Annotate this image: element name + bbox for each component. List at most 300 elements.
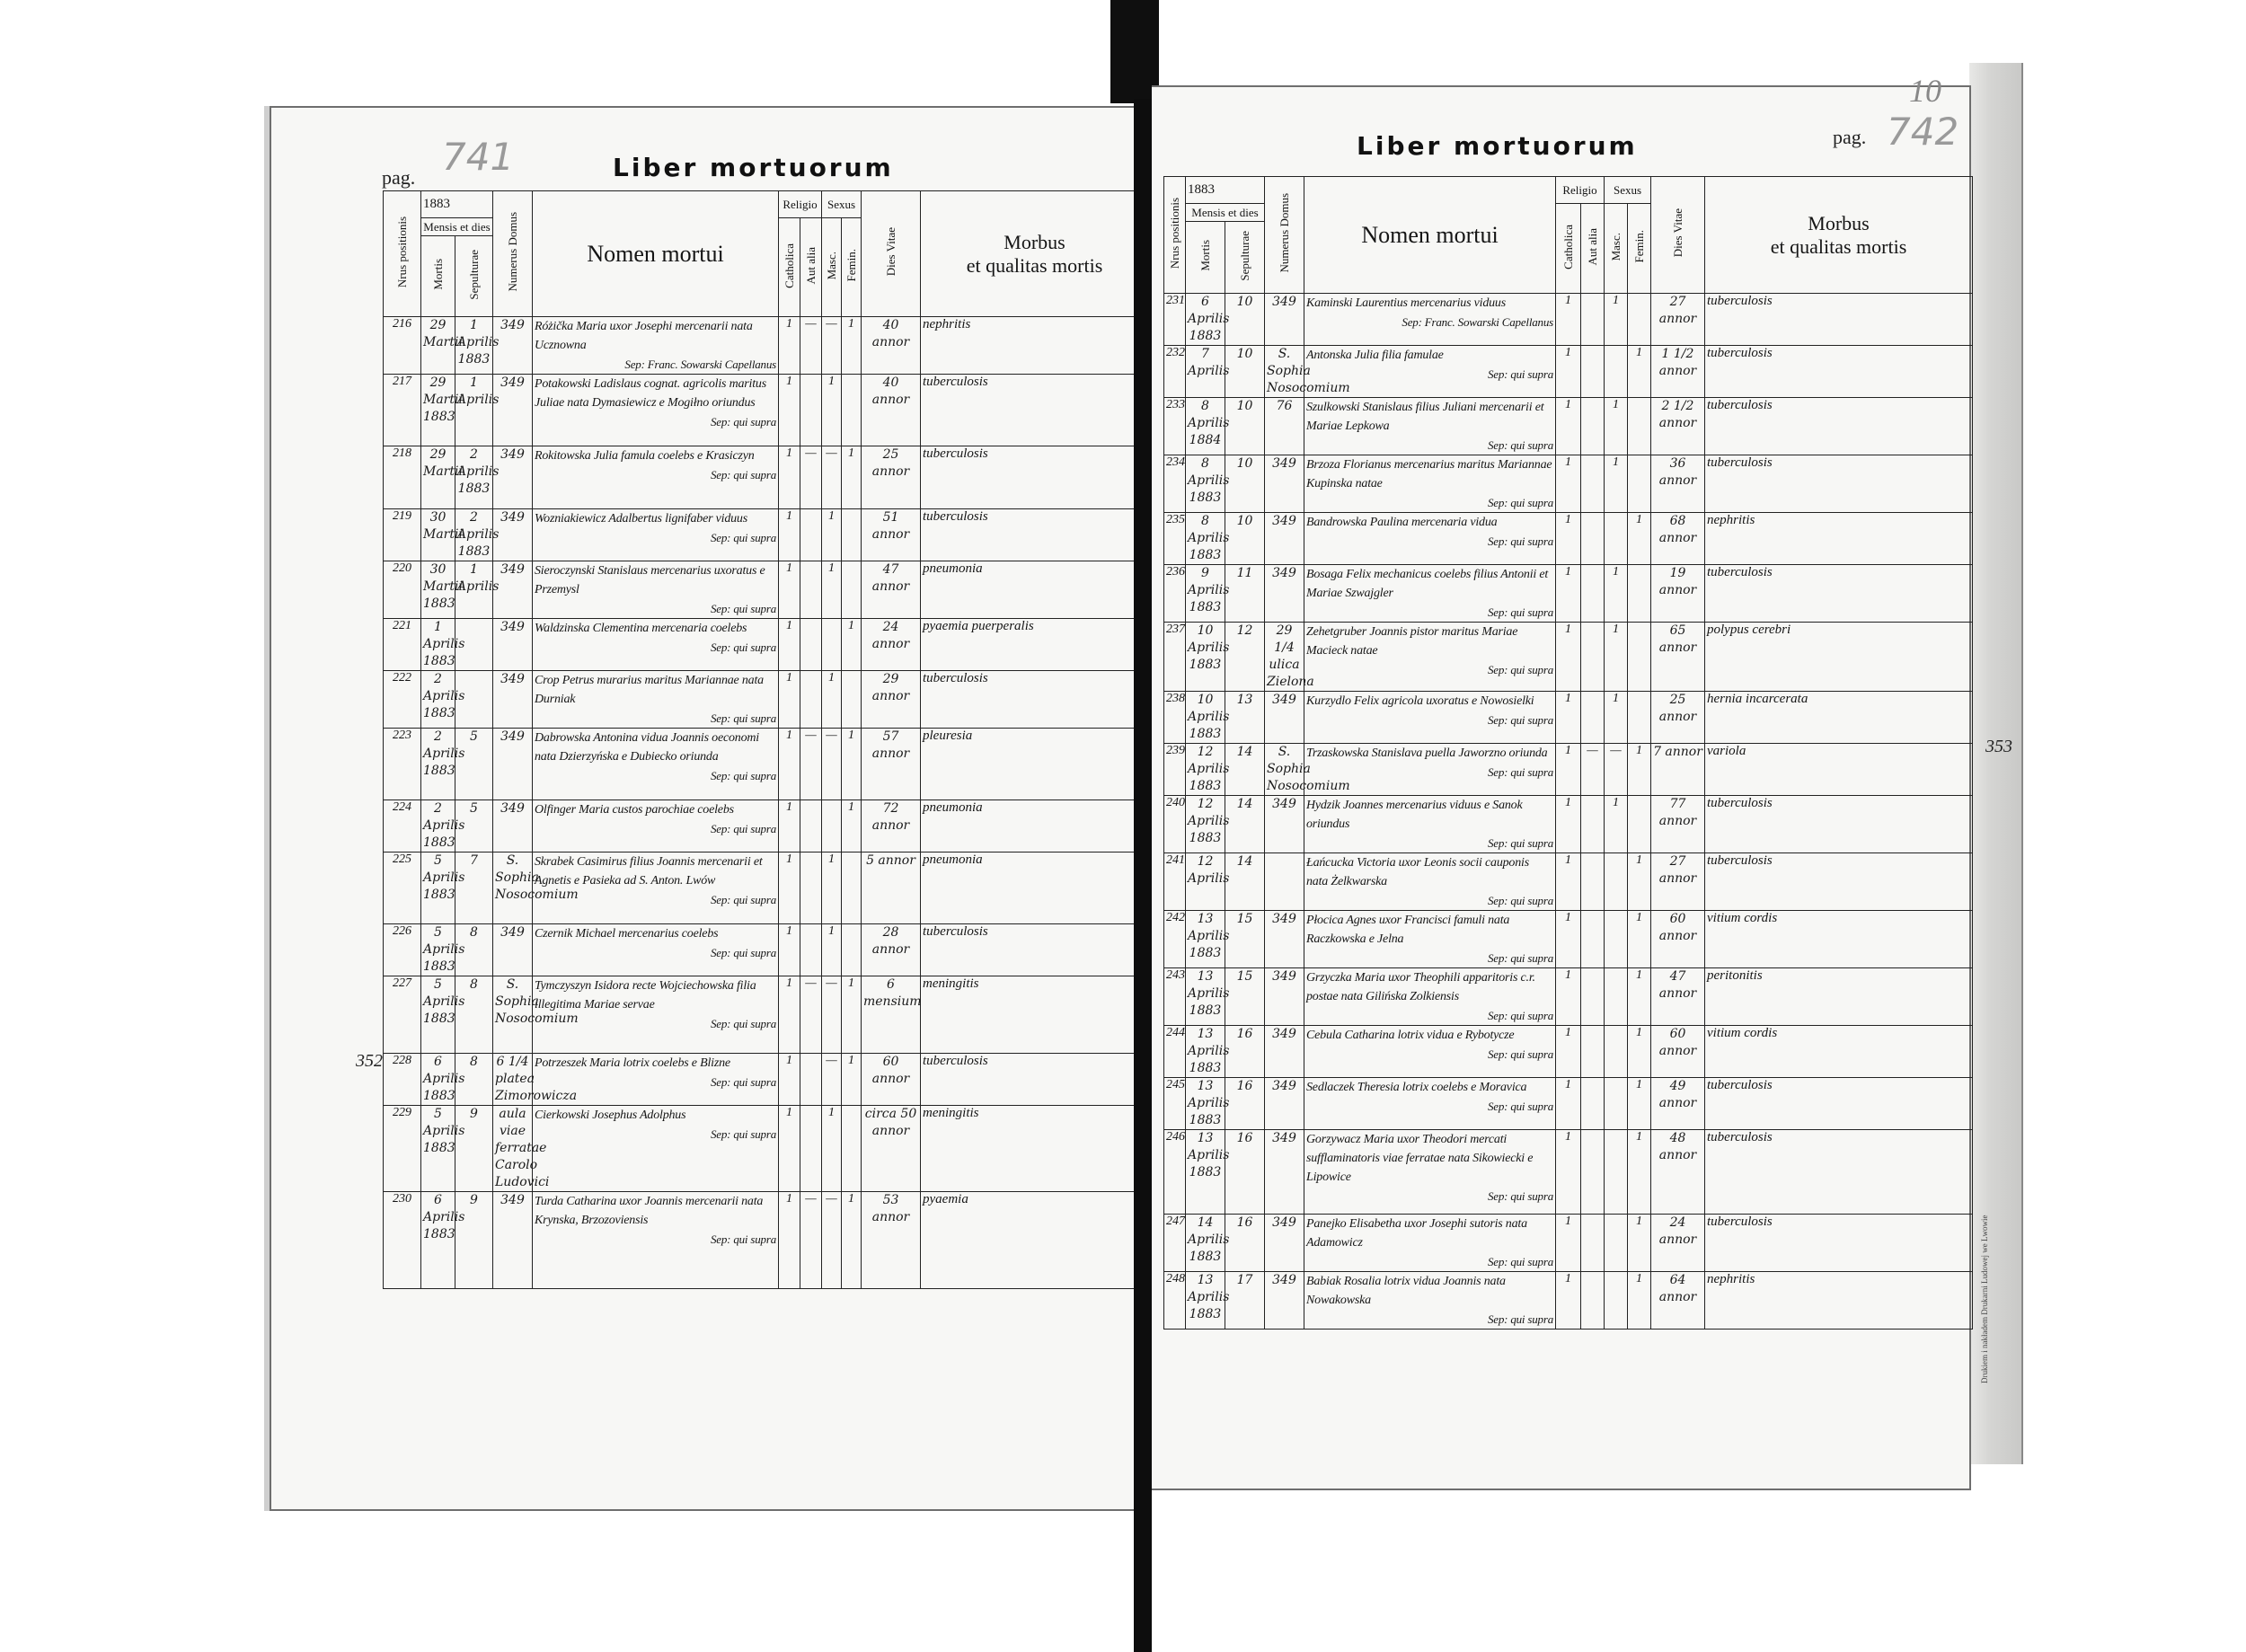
house-number bbox=[493, 853, 579, 924]
house-number bbox=[1265, 1026, 1304, 1078]
header-mensis: Mensis et dies bbox=[421, 218, 493, 236]
religion-other bbox=[1581, 911, 1605, 968]
date-of-death-text: 2 Aprilis 1883 bbox=[423, 801, 465, 850]
burial-officiant: Sep: qui supra bbox=[1487, 1312, 1553, 1326]
cause-of-death bbox=[1705, 853, 1973, 911]
religion-other bbox=[800, 1054, 822, 1106]
cause-of-death bbox=[921, 446, 1149, 509]
age-text: 57 annor bbox=[871, 729, 910, 761]
deceased-name bbox=[533, 509, 779, 561]
sex-female bbox=[1628, 911, 1651, 968]
deceased-name-text: Gorzywacz Maria uxor Theodori mercati sufflaminatoris viae ferratae nata Sikowiecki e Lipowice bbox=[1306, 1133, 1534, 1184]
table-row bbox=[1164, 623, 1973, 692]
burial-officiant: Sep: qui supra bbox=[710, 822, 776, 835]
burial-officiant: Sep: qui supra bbox=[1487, 951, 1553, 965]
religion-catholic-text: 1 bbox=[786, 924, 792, 938]
table-row bbox=[384, 317, 1149, 375]
date-of-death-text: 30 Martii 1883 bbox=[423, 562, 463, 611]
cause-of-death-text: tuberculosis bbox=[923, 375, 988, 389]
house-number-text: S. Sophia Nosocomium bbox=[495, 977, 579, 1026]
deceased-name-text: Crop Petrus murarius maritus Mariannae nata Durniak bbox=[535, 674, 764, 706]
religion-catholic bbox=[1556, 692, 1581, 744]
sex-male bbox=[1605, 692, 1628, 744]
table-row bbox=[1164, 1026, 1973, 1078]
entry-number-text: 225 bbox=[393, 853, 411, 866]
burial-officiant: Sep: qui supra bbox=[710, 531, 776, 544]
entry-number bbox=[384, 729, 421, 800]
cause-of-death bbox=[1705, 692, 1973, 744]
sex-male-text: 1 bbox=[828, 509, 835, 523]
religion-catholic bbox=[779, 317, 800, 375]
age-text: 24 annor bbox=[871, 620, 910, 651]
sex-male-text: 1 bbox=[1613, 398, 1619, 411]
table-row bbox=[1164, 744, 1973, 796]
religion-catholic bbox=[1556, 1130, 1581, 1215]
entry-number bbox=[384, 853, 421, 924]
date-of-burial-text: 17 bbox=[1236, 1273, 1253, 1287]
house-number-text: 349 bbox=[500, 318, 525, 332]
sex-male-text: 1 bbox=[828, 375, 835, 388]
sex-male bbox=[822, 317, 842, 375]
date-of-death-text: 29 Martii 1883 bbox=[423, 375, 463, 424]
sex-female bbox=[842, 317, 862, 375]
deceased-name bbox=[1304, 1078, 1556, 1130]
header-mortis: Mortis bbox=[421, 236, 455, 317]
header-nrus-right: Nrus positionis bbox=[1164, 177, 1186, 294]
entry-number bbox=[1164, 911, 1186, 968]
age-text: 77 annor bbox=[1658, 797, 1697, 828]
sex-male bbox=[822, 853, 842, 924]
burial-officiant: Sep: qui supra bbox=[710, 640, 776, 654]
date-of-burial bbox=[455, 375, 500, 446]
header-religio: Religio bbox=[779, 191, 822, 218]
date-of-burial bbox=[455, 729, 493, 800]
date-of-burial bbox=[1225, 1215, 1265, 1272]
burial-officiant: Sep: qui supra bbox=[1487, 1189, 1553, 1203]
house-number bbox=[493, 800, 533, 853]
date-of-death-text: 13 Aprilis 1883 bbox=[1188, 1027, 1230, 1075]
religion-catholic bbox=[1556, 911, 1581, 968]
entry-number-text: 224 bbox=[393, 800, 411, 814]
sex-male-text: — bbox=[826, 317, 837, 331]
religion-other bbox=[800, 1106, 822, 1192]
entry-number-text: 218 bbox=[393, 446, 411, 460]
sex-female bbox=[842, 509, 862, 561]
deceased-name bbox=[1304, 692, 1556, 744]
entry-number bbox=[1164, 744, 1186, 796]
religion-catholic bbox=[1556, 1215, 1581, 1272]
header-masc: Masc. bbox=[822, 218, 842, 317]
cause-of-death-text: tuberculosis bbox=[923, 509, 988, 524]
cause-of-death-text: nephritis bbox=[923, 317, 971, 331]
deceased-name-text: Kurzydlo Felix agricola uxoratus e Nowosielki bbox=[1306, 694, 1534, 708]
deceased-name-text: Kaminski Laurentius mercenarius viduus bbox=[1306, 296, 1506, 310]
deceased-name bbox=[1304, 398, 1556, 455]
date-of-burial-text: 10 bbox=[1236, 456, 1253, 471]
religion-other bbox=[800, 800, 822, 853]
cause-of-death-text: tuberculosis bbox=[1707, 796, 1773, 810]
sex-male bbox=[1605, 1215, 1628, 1272]
age-text: 27 annor bbox=[1658, 295, 1697, 326]
burial-officiant: Sep: qui supra bbox=[710, 602, 776, 615]
left-margin-note: 352 bbox=[356, 1051, 383, 1071]
deceased-name-text: Panejko Elisabetha uxor Josephi sutoris nata Adamowicz bbox=[1306, 1217, 1527, 1250]
deceased-name-text: Skrabek Casimirus filius Joannis mercenarii et Agnetis e Pasieka ad S. Anton. Lwów bbox=[535, 855, 763, 888]
age bbox=[862, 1192, 921, 1289]
deceased-name-text: Różička Maria uxor Josephi mercenarii nata Ucznowna bbox=[535, 320, 753, 352]
sex-male-text: — bbox=[826, 729, 837, 742]
cause-of-death bbox=[921, 1054, 1149, 1106]
deceased-name-text: Trzaskowska Stanislava puella Jaworzno oriunda bbox=[1306, 746, 1548, 760]
age-text: 2 1/2 annor bbox=[1658, 399, 1697, 430]
age-text: 25 annor bbox=[871, 447, 910, 479]
cause-of-death bbox=[1705, 796, 1973, 853]
date-of-death bbox=[1186, 565, 1230, 623]
sex-female-text: 1 bbox=[1636, 513, 1642, 526]
deceased-name-text: Potrzeszek Maria lotrix coelebs e Blizne bbox=[535, 1056, 730, 1070]
entry-number-text: 232 bbox=[1166, 346, 1185, 359]
burial-officiant: Sep: qui supra bbox=[710, 415, 776, 428]
age-text: 25 annor bbox=[1658, 693, 1697, 724]
deceased-name bbox=[533, 800, 779, 853]
sex-male bbox=[1605, 513, 1628, 565]
age bbox=[862, 509, 921, 561]
deceased-name bbox=[1304, 853, 1556, 911]
header-year-right: 1883 bbox=[1186, 177, 1265, 204]
sex-female bbox=[1628, 294, 1651, 346]
sex-female bbox=[842, 1106, 862, 1192]
sex-female bbox=[842, 561, 862, 619]
right-page-title: Liber mortuorum bbox=[1357, 131, 1638, 161]
cause-of-death-text: pneumonia bbox=[923, 561, 983, 576]
date-of-burial bbox=[455, 1192, 493, 1289]
sex-female bbox=[842, 800, 862, 853]
date-of-burial-text: 16 bbox=[1236, 1131, 1253, 1145]
house-number-text: 349 bbox=[1272, 1273, 1296, 1287]
date-of-death bbox=[421, 375, 463, 446]
date-of-death bbox=[1186, 1130, 1230, 1215]
religion-catholic-text: 1 bbox=[1565, 1272, 1571, 1285]
date-of-death-text: 6 Aprilis 1883 bbox=[423, 1055, 465, 1103]
sex-female-text: 1 bbox=[1636, 1272, 1642, 1285]
sex-female-text: 1 bbox=[1636, 968, 1642, 982]
deceased-name bbox=[1304, 623, 1556, 692]
cause-of-death-text: meningitis bbox=[923, 1106, 979, 1120]
house-number bbox=[1265, 1078, 1304, 1130]
religion-catholic bbox=[779, 1054, 800, 1106]
date-of-burial bbox=[1225, 455, 1265, 513]
house-number-text: 349 bbox=[1272, 1079, 1296, 1093]
sex-female-text: 1 bbox=[1636, 1026, 1642, 1039]
date-of-death bbox=[1186, 744, 1230, 796]
house-number-text: 349 bbox=[500, 925, 525, 940]
entry-number bbox=[1164, 796, 1186, 853]
left-page-number: 741 bbox=[442, 135, 515, 179]
burial-officiant: Sep: qui supra bbox=[1487, 663, 1553, 676]
cause-of-death bbox=[921, 317, 1149, 375]
date-of-burial bbox=[455, 853, 493, 924]
religion-other bbox=[1581, 968, 1605, 1026]
age-text: 60 annor bbox=[1658, 1027, 1697, 1058]
entry-number bbox=[1164, 455, 1186, 513]
deceased-name bbox=[533, 561, 779, 619]
cause-of-death bbox=[921, 976, 1149, 1054]
sex-male bbox=[822, 509, 842, 561]
cause-of-death-text: tuberculosis bbox=[923, 1054, 988, 1068]
entry-number bbox=[384, 509, 421, 561]
entry-number-text: 217 bbox=[393, 375, 411, 388]
house-number bbox=[1265, 1130, 1304, 1215]
sex-male bbox=[822, 924, 842, 976]
religion-catholic bbox=[779, 729, 800, 800]
age bbox=[1651, 1078, 1705, 1130]
table-row bbox=[384, 1106, 1149, 1192]
sex-male bbox=[1605, 1130, 1628, 1215]
header-catholica: Catholica bbox=[779, 218, 800, 317]
religion-catholic bbox=[779, 1192, 800, 1289]
table-row bbox=[384, 671, 1149, 729]
sex-male-text: — bbox=[826, 1054, 837, 1067]
deceased-name bbox=[533, 317, 779, 375]
sex-female bbox=[842, 375, 862, 446]
cause-of-death bbox=[1705, 1272, 1973, 1330]
age-text: 72 annor bbox=[871, 801, 910, 833]
age bbox=[862, 729, 921, 800]
date-of-burial bbox=[1225, 853, 1265, 911]
age bbox=[1651, 1130, 1705, 1215]
house-number-text: 349 bbox=[500, 562, 525, 577]
age-text: circa 50 annor bbox=[864, 1107, 917, 1138]
religion-other bbox=[1581, 796, 1605, 853]
sex-female-text: 1 bbox=[1636, 1078, 1642, 1091]
deceased-name-text: Antonska Julia filia famulae bbox=[1306, 349, 1444, 362]
age bbox=[1651, 565, 1705, 623]
burial-officiant: Sep: qui supra bbox=[710, 946, 776, 959]
religion-other-text: — bbox=[805, 976, 817, 990]
sex-female bbox=[1628, 398, 1651, 455]
cause-of-death-text: pneumonia bbox=[923, 800, 983, 815]
age-text: 29 annor bbox=[871, 672, 910, 703]
spine bbox=[1134, 99, 1152, 1652]
age bbox=[862, 1106, 921, 1192]
house-number bbox=[1265, 692, 1304, 744]
burial-officiant: Sep: qui supra bbox=[1487, 1255, 1553, 1268]
date-of-death bbox=[1186, 1272, 1230, 1330]
sex-male bbox=[822, 619, 842, 671]
cause-of-death bbox=[1705, 1026, 1973, 1078]
age bbox=[1651, 796, 1705, 853]
cause-of-death-text: tuberculosis bbox=[1707, 294, 1773, 308]
sex-female bbox=[1628, 1272, 1651, 1330]
header-morbus-right: Morbus et qualitas mortis bbox=[1705, 177, 1973, 294]
date-of-death-text: 12 Aprilis 1883 bbox=[1188, 797, 1230, 845]
entry-number-text: 222 bbox=[393, 671, 411, 685]
sex-female bbox=[842, 1054, 862, 1106]
date-of-burial-text: 10 bbox=[1236, 347, 1253, 361]
date-of-burial bbox=[1225, 294, 1265, 346]
religion-catholic-text: 1 bbox=[1565, 744, 1571, 757]
cause-of-death-text: vitium cordis bbox=[1707, 911, 1778, 925]
date-of-burial bbox=[1225, 398, 1265, 455]
burial-officiant: Sep: qui supra bbox=[1487, 894, 1553, 907]
date-of-burial-text: 5 bbox=[470, 729, 478, 744]
date-of-burial-text: 1 Aprilis 1883 bbox=[457, 318, 500, 367]
date-of-burial-text: 10 bbox=[1236, 514, 1253, 528]
cause-of-death-text: pyaemia puerperalis bbox=[923, 619, 1034, 633]
age-text: 60 annor bbox=[1658, 912, 1697, 943]
cause-of-death bbox=[1705, 346, 1973, 398]
sex-female-text: 1 bbox=[848, 1192, 854, 1206]
cause-of-death-text: nephritis bbox=[1707, 513, 1755, 527]
header-nomen-right: Nomen mortui bbox=[1304, 177, 1556, 294]
house-number-text: 349 bbox=[1272, 1027, 1296, 1041]
date-of-death-text: 1 Aprilis 1883 bbox=[423, 620, 465, 668]
entry-number bbox=[384, 976, 421, 1054]
age bbox=[862, 800, 921, 853]
entry-number bbox=[1164, 1130, 1186, 1215]
age bbox=[1651, 1026, 1705, 1078]
religion-other bbox=[1581, 1215, 1605, 1272]
deceased-name bbox=[533, 729, 779, 800]
date-of-burial bbox=[1225, 1026, 1265, 1078]
date-of-burial bbox=[1225, 1130, 1265, 1215]
religion-other bbox=[800, 561, 822, 619]
header-sepulturae-right: Sepulturae bbox=[1225, 222, 1265, 294]
deceased-name-text: Wozniakiewicz Adalbertus lignifaber viduus bbox=[535, 512, 747, 526]
date-of-burial bbox=[1225, 1272, 1265, 1330]
sex-female-text: 1 bbox=[1636, 911, 1642, 924]
sex-male-text: — bbox=[826, 976, 837, 990]
deceased-name-text: Zehetgruber Joannis pistor maritus Mariae Macieck natae bbox=[1306, 625, 1518, 658]
cause-of-death bbox=[921, 671, 1149, 729]
religion-catholic-text: 1 bbox=[1565, 853, 1571, 867]
table-row bbox=[1164, 853, 1973, 911]
sex-female bbox=[842, 853, 862, 924]
age bbox=[862, 375, 921, 446]
house-number bbox=[1265, 346, 1350, 398]
cause-of-death-text: tuberculosis bbox=[1707, 398, 1773, 412]
religion-catholic-text: 1 bbox=[786, 619, 792, 632]
date-of-death-text: 5 Aprilis 1883 bbox=[423, 853, 465, 902]
entry-number-text: 248 bbox=[1166, 1272, 1185, 1285]
deceased-name-text: Grzyczka Maria uxor Theophili apparitoris c.r. postae nata Gilińska Zolkiensis bbox=[1306, 971, 1535, 1003]
cause-of-death-text: tuberculosis bbox=[1707, 455, 1773, 470]
deceased-name-text: Bandrowska Paulina mercenaria vidua bbox=[1306, 516, 1498, 529]
age bbox=[1651, 744, 1705, 796]
date-of-death bbox=[421, 1054, 465, 1106]
header-sexus-right: Sexus bbox=[1605, 177, 1651, 204]
deceased-name bbox=[1304, 968, 1556, 1026]
header-numerus-domus: Numerus Domus bbox=[493, 191, 533, 317]
deceased-name-text: Sieroczynski Stanislaus mercenarius uxoratus e Przemysl bbox=[535, 564, 765, 596]
date-of-burial-text: 8 bbox=[470, 977, 478, 992]
header-mortis-right: Mortis bbox=[1186, 222, 1225, 294]
cause-of-death bbox=[1705, 398, 1973, 455]
house-number-text: 349 bbox=[500, 672, 525, 686]
burial-officiant: Sep: qui supra bbox=[710, 711, 776, 725]
entry-number-text: 219 bbox=[393, 509, 411, 523]
date-of-burial-text: 15 bbox=[1236, 969, 1253, 984]
religion-catholic bbox=[779, 375, 800, 446]
age bbox=[862, 976, 921, 1054]
age bbox=[1651, 911, 1705, 968]
burial-officiant: Sep: qui supra bbox=[1487, 534, 1553, 548]
sex-female-text: 1 bbox=[1636, 1130, 1642, 1144]
date-of-death-text: 30 Martii bbox=[423, 510, 463, 542]
cause-of-death-text: tuberculosis bbox=[1707, 853, 1773, 868]
age-text: 19 annor bbox=[1658, 566, 1697, 597]
house-number-text: 349 bbox=[1272, 797, 1296, 811]
sex-female bbox=[842, 1192, 862, 1289]
cause-of-death bbox=[921, 1192, 1149, 1289]
burial-officiant: Sep: qui supra bbox=[1487, 1100, 1553, 1113]
religion-catholic bbox=[1556, 623, 1581, 692]
date-of-death-text: 29 Martii bbox=[423, 318, 463, 349]
date-of-death bbox=[421, 729, 465, 800]
house-number bbox=[1265, 911, 1304, 968]
sex-female bbox=[1628, 744, 1651, 796]
house-number-text: 349 bbox=[1272, 295, 1296, 309]
burial-officiant: Sep: qui supra bbox=[1487, 605, 1553, 619]
house-number-text: 349 bbox=[1272, 1215, 1296, 1230]
date-of-death bbox=[1186, 346, 1230, 398]
sex-male-text: 1 bbox=[828, 561, 835, 575]
religion-catholic-text: 1 bbox=[1565, 796, 1571, 809]
age-text: 47 annor bbox=[1658, 969, 1697, 1001]
age bbox=[862, 561, 921, 619]
religion-catholic-text: 1 bbox=[1565, 623, 1571, 636]
house-number bbox=[493, 924, 533, 976]
religion-catholic bbox=[1556, 398, 1581, 455]
entry-number-text: 237 bbox=[1166, 623, 1185, 636]
religion-catholic-text: 1 bbox=[786, 317, 792, 331]
religion-other bbox=[800, 446, 822, 509]
religion-catholic-text: 1 bbox=[1565, 911, 1571, 924]
religion-other bbox=[800, 671, 822, 729]
table-row bbox=[1164, 346, 1973, 398]
house-number-text: 349 bbox=[1272, 693, 1296, 707]
burial-officiant: Sep: qui supra bbox=[1487, 367, 1553, 381]
date-of-death bbox=[1186, 1026, 1230, 1078]
date-of-death bbox=[421, 619, 465, 671]
religion-other bbox=[1581, 455, 1605, 513]
cause-of-death bbox=[921, 619, 1149, 671]
entry-number bbox=[1164, 1272, 1186, 1330]
age bbox=[1651, 623, 1705, 692]
religion-catholic bbox=[1556, 455, 1581, 513]
religion-catholic-text: 1 bbox=[1565, 968, 1571, 982]
entry-number bbox=[1164, 692, 1186, 744]
right-page-number-over: 10 bbox=[1909, 73, 1941, 109]
age bbox=[1651, 968, 1705, 1026]
entry-number-text: 244 bbox=[1166, 1026, 1185, 1039]
sex-female bbox=[1628, 623, 1651, 692]
house-number bbox=[493, 671, 533, 729]
religion-other bbox=[1581, 853, 1605, 911]
house-number bbox=[1265, 623, 1314, 692]
date-of-burial-text: 2 Aprilis 1883 bbox=[457, 510, 500, 559]
left-page-title: Liber mortuorum bbox=[613, 153, 894, 182]
burial-officiant: Sep: qui supra bbox=[710, 1232, 776, 1246]
cause-of-death bbox=[921, 729, 1149, 800]
date-of-burial bbox=[455, 317, 500, 375]
deceased-name-text: Czernik Michael mercenarius coelebs bbox=[535, 927, 719, 941]
house-number bbox=[1265, 1272, 1304, 1330]
cause-of-death-text: tuberculosis bbox=[1707, 1078, 1773, 1092]
age-text: 40 annor bbox=[871, 375, 910, 407]
sex-male-text: — bbox=[826, 1192, 837, 1206]
date-of-death bbox=[421, 976, 465, 1054]
